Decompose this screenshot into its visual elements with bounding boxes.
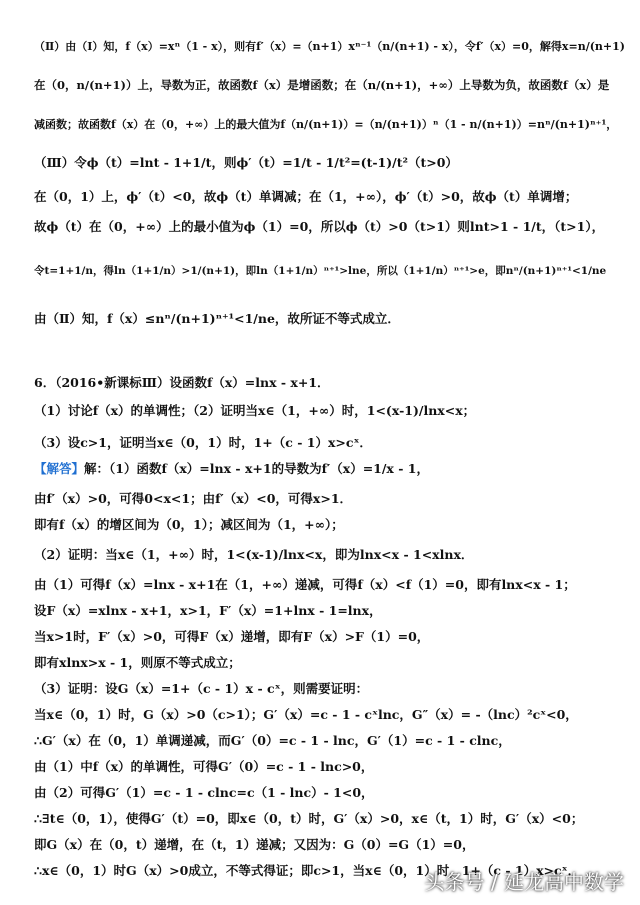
answer-tag: 【解答】	[34, 461, 85, 476]
text-line-22: ∴G′（x）在（0，1）单调递减，而G′（0）=c - 1 - lnc，G′（1）=c - 1 - clnc，	[34, 733, 511, 748]
text-line-27: ∴x∈（0，1）时G（x）>0成立，不等式得证；即c>1，当x∈（0，1）时，1+（c - 1）x>cˣ．	[34, 863, 581, 878]
text-line-26: 即G（x）在（0，t）递增，在（t，1）递减；又因为：G（0）=G（1）=0，	[34, 837, 475, 852]
text-line-24: 由（2）可得G′（1）=c - 1 - clnc=c（1 - lnc）- 1<0，	[34, 785, 374, 800]
text-line-1: （Ⅱ）由（Ⅰ）知，f（x）=xⁿ（1 - x），则有f′（x）=（n+1）xⁿ⁻¹（n/(n+1) - x），令f′（x）=0，解得x=n/(n+1)	[34, 40, 625, 53]
text-line-17: 设F（x）=xlnx - x+1，x>1，F′（x）=1+lnx - 1=lnx，	[34, 603, 382, 618]
text-line-14: 即有f（x）的增区间为（0，1）；减区间为（1，+∞）；	[34, 517, 344, 532]
text-line-7: 令t=1+1/n，得ln（1+1/n）>1/(n+1)，即ln（1+1/n）ⁿ⁺¹>lne，所以（1+1/n）ⁿ⁺¹>e，即nⁿ/(n+1)ⁿ⁺¹<1/ne	[34, 265, 607, 277]
text-line-25: ∴∃t∈（0，1），使得G′（t）=0，即x∈（0，t）时，G′（x）>0，x∈（t，1）时，G′（x）<0；	[34, 811, 584, 826]
text-line-5: 在（0，1）上，ϕ′（t）<0，故ϕ（t）单调减；在（1，+∞），ϕ′（t）>0，故ϕ（t）单调增；	[34, 189, 578, 204]
problem-title: 6．（2016•新课标Ⅲ）设函数f（x）=lnx - x+1．	[34, 375, 330, 390]
answer-line	[34, 460, 429, 478]
text-line-21: 当x∈（0，1）时，G（x）>0（c>1）；G′（x）=c - 1 - cˣlnc，G″（x）= -（lnc）²cˣ<0，	[34, 707, 578, 722]
text-line-23: 由（1）中f（x）的单调性，可得G′（0）=c - 1 - lnc>0，	[34, 759, 374, 774]
answer-text: 解：（1）函数f（x）=lnx - x+1的导数为f′（x）=1/x - 1，	[84, 461, 429, 476]
text-line-13: 由f′（x）>0，可得0<x<1；由f′（x）<0，可得x>1．	[34, 491, 353, 506]
text-line-8: 由（Ⅱ）知，f（x）≤nⁿ/(n+1)ⁿ⁺¹<1/ne，故所证不等式成立．	[34, 311, 400, 326]
text-line-15: （2）证明：当x∈（1，+∞）时，1<(x-1)/lnx<x，即为lnx<x - 1<xlnx．	[34, 547, 474, 562]
text-line-3: 减函数；故函数f（x）在（0，+∞）上的最大值为f（n/(n+1)）=（n/(n+1)）ⁿ（1 - n/(n+1)）=nⁿ/(n+1)ⁿ⁺¹，	[34, 118, 618, 131]
text-line-4: （Ⅲ）令ϕ（t）=lnt - 1+1/t，则ϕ′（t）=1/t - 1/t²=(t-1)/t²（t>0）	[34, 155, 458, 170]
watermark: 头条号 / 延龙高中数学	[424, 870, 624, 894]
text-line-16: 由（1）可得f（x）=lnx - x+1在（1，+∞）递减，可得f（x）<f（1）=0，即有lnx<x - 1；	[34, 577, 576, 592]
text-line-10: （1）讨论f（x）的单调性；（2）证明当x∈（1，+∞）时，1<(x-1)/lnx<x；	[34, 403, 476, 418]
text-line-2: 在（0，n/(n+1)）上，导数为正，故函数f（x）是增函数；在（n/(n+1)，+∞）上导数为负，故函数f（x）是	[34, 78, 610, 92]
text-line-20: （3）证明：设G（x）=1+（c - 1）x - cˣ，则需要证明：	[34, 681, 369, 696]
text-line-18: 当x>1时，F′（x）>0，可得F（x）递增，即有F（x）>F（1）=0，	[34, 629, 430, 644]
text-line-19: 即有xlnx>x - 1，则原不等式成立；	[34, 655, 241, 670]
text-line-6: 故ϕ（t）在（0，+∞）上的最小值为ϕ（1）=0，所以ϕ（t）>0（t>1）则lnt>1 - 1/t，（t>1），	[34, 219, 605, 234]
text-line-11: （3）设c>1，证明当x∈（0，1）时，1+（c - 1）x>cˣ．	[34, 435, 372, 450]
